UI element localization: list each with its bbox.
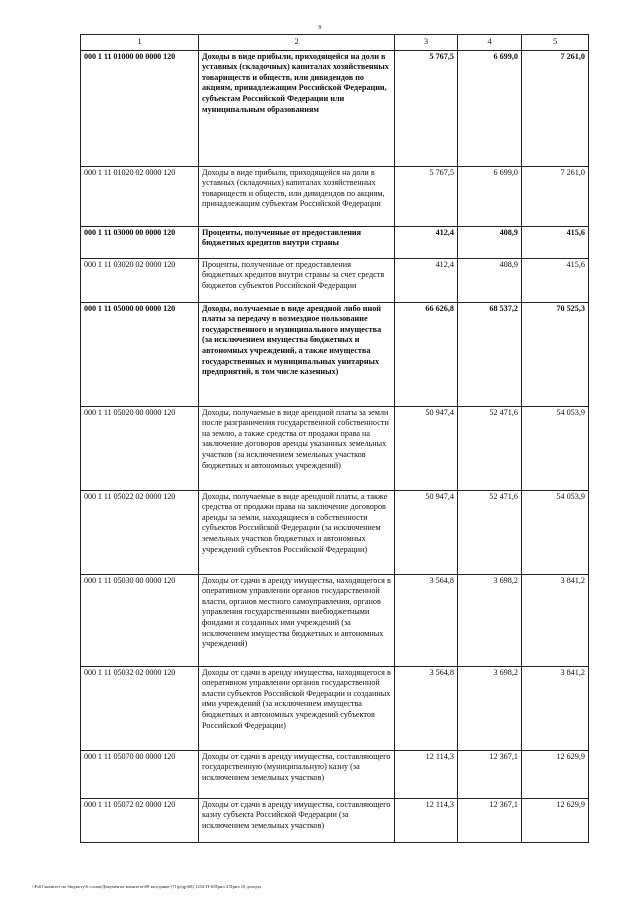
budget-code-cell: 000 1 11 05032 02 0000 120 <box>81 666 199 750</box>
revenue-name-cell: Доходы в виде прибыли, приходящейся на доли в уставных (складочных) капиталах хозяйственных товариществ и обществ, или дивидендов по акциям, принадлежащим Российской Федерации, субъектам Российской Федерации или муниципальным образованиям <box>199 50 395 166</box>
table-row <box>81 798 589 842</box>
value-col3-cell: 50 947,4 <box>395 406 458 490</box>
value-col5-cell: 3 841,2 <box>522 666 589 750</box>
column-header-1: 1 <box>81 35 199 51</box>
value-col4-cell: 408,9 <box>458 226 522 258</box>
value-col4-cell: 6 699,0 <box>458 50 522 166</box>
value-col3-cell: 3 564,8 <box>395 666 458 750</box>
revenue-name-cell: Проценты, полученные от предоставления бюджетных кредитов внутри страны <box>199 226 395 258</box>
value-col5-cell: 3 841,2 <box>522 574 589 666</box>
value-col4-cell: 408,9 <box>458 258 522 302</box>
table-row <box>81 750 589 798</box>
revenue-name-cell: Доходы, получаемые в виде арендной платы за земли после разграничения государственной собственности на землю, а также средства от продажи права на заключение договоров аренды указанных земельных участков (за исключением земельных участков бюджетных и автономных учреждений) <box>199 406 395 490</box>
value-col4-cell: 12 367,1 <box>458 750 522 798</box>
value-col3-cell: 12 114,3 <box>395 750 458 798</box>
value-col3-cell: 412,4 <box>395 226 458 258</box>
budget-code-cell: 000 1 11 01020 02 0000 120 <box>81 166 199 226</box>
revenue-name-cell: Доходы от сдачи в аренду имущества, находящегося в оперативном управлении органов государственной власти, органов местного самоуправления, органов управления государственными внебюджетными фондами и созданных ими учреждений (за исключением имущества бюджетных и автономных учреждений) <box>199 574 395 666</box>
value-col3-cell: 5 767,5 <box>395 166 458 226</box>
budget-code-cell: 000 1 11 05020 00 0000 120 <box>81 406 199 490</box>
value-col4-cell: 3 698,2 <box>458 574 522 666</box>
value-col5-cell: 415,6 <box>522 258 589 302</box>
revenue-name-cell: Доходы от сдачи в аренду имущества, находящегося в оперативном управлении органов государственной власти субъектов Российской Федерации и созданных ими учреждений (за исключением имущества бюджетных и автономных учреждений субъектов Российской Федерации) <box>199 666 395 750</box>
value-col4-cell: 68 537,2 <box>458 302 522 406</box>
revenue-table <box>80 34 589 843</box>
revenue-name-cell: Доходы в виде прибыли, приходящейся на доли в уставных (складочных) капиталах хозяйственных товариществ и обществ, или дивидендов по акциям, принадлежащим субъектам Российской Федерации <box>199 166 395 226</box>
value-col5-cell: 7 261,0 <box>522 50 589 166</box>
column-header-3: 3 <box>395 35 458 51</box>
budget-code-cell: 000 1 11 01000 00 0000 120 <box>81 50 199 166</box>
table-row <box>81 574 589 666</box>
value-col5-cell: 12 629,9 <box>522 798 589 842</box>
budget-code-cell: 000 1 11 05022 02 0000 120 <box>81 490 199 574</box>
revenue-name-cell: Доходы, получаемые в виде арендной либо иной платы за передачу в возмездное пользование государственного и муниципального имущества (за исключением имущества бюджетных и автономных учреждений, а также имущества государственных и муниципальных унитарных предприятий, в том числе казенных) <box>199 302 395 406</box>
value-col4-cell: 52 471,6 <box>458 406 522 490</box>
budget-code-cell: 000 1 11 03020 02 0000 120 <box>81 258 199 302</box>
value-col4-cell: 3 698,2 <box>458 666 522 750</box>
value-col4-cell: 6 699,0 <box>458 166 522 226</box>
value-col5-cell: 70 525,3 <box>522 302 589 406</box>
value-col5-cell: 54 053,9 <box>522 490 589 574</box>
value-col3-cell: 3 564,8 <box>395 574 458 666</box>
table-body <box>81 50 589 842</box>
value-col5-cell: 415,6 <box>522 226 589 258</box>
revenue-name-cell: Доходы, получаемые в виде арендной платы, а также средства от продажи права на заключение договоров аренды за земли, находящиеся в собственности субъектов Российской Федерации (за исключением земельных участков бюджетных и автономных учреждений субъектов Российской Федерации) <box>199 490 395 574</box>
table-row <box>81 258 589 302</box>
table-row <box>81 226 589 258</box>
value-col4-cell: 12 367,1 <box>458 798 522 842</box>
column-header-5: 5 <box>522 35 589 51</box>
value-col3-cell: 412,4 <box>395 258 458 302</box>
value-col3-cell: 12 114,3 <box>395 798 458 842</box>
table-row <box>81 50 589 166</box>
budget-code-cell: 000 1 11 05000 00 0000 120 <box>81 302 199 406</box>
value-col5-cell: 54 053,9 <box>522 406 589 490</box>
file-path-footer: \\Fs01\комитет по бюджету\6 созыв\Документы комитета\69 заседание (71)р\др\68) 1254-П-6\Прил 4 Прил 10 доходы <box>32 884 261 889</box>
budget-code-cell: 000 1 11 05072 02 0000 120 <box>81 798 199 842</box>
table-row <box>81 166 589 226</box>
value-col4-cell: 52 471,6 <box>458 490 522 574</box>
budget-code-cell: 000 1 11 05070 00 0000 120 <box>81 750 199 798</box>
column-header-2: 2 <box>199 35 395 51</box>
table-row <box>81 666 589 750</box>
revenue-name-cell: Доходы от сдачи в аренду имущества, составляющего казну субъекта Российской Федерации (за исключением земельных участков) <box>199 798 395 842</box>
table-row <box>81 302 589 406</box>
page-number: 9 <box>318 25 322 31</box>
table-row <box>81 406 589 490</box>
budget-code-cell: 000 1 11 03000 00 0000 120 <box>81 226 199 258</box>
value-col3-cell: 5 767,5 <box>395 50 458 166</box>
revenue-name-cell: Проценты, полученные от предоставления бюджетных кредитов внутри страны за счет средств бюджетов субъектов Российской Федерации <box>199 258 395 302</box>
table-row <box>81 490 589 574</box>
value-col5-cell: 7 261,0 <box>522 166 589 226</box>
budget-code-cell: 000 1 11 05030 00 0000 120 <box>81 574 199 666</box>
value-col3-cell: 66 626,8 <box>395 302 458 406</box>
column-header-4: 4 <box>458 35 522 51</box>
value-col3-cell: 50 947,4 <box>395 490 458 574</box>
value-col5-cell: 12 629,9 <box>522 750 589 798</box>
revenue-name-cell: Доходы от сдачи в аренду имущества, составляющего государственную (муниципальную) казну (за исключением земельных участков) <box>199 750 395 798</box>
table-header-row <box>81 35 589 51</box>
